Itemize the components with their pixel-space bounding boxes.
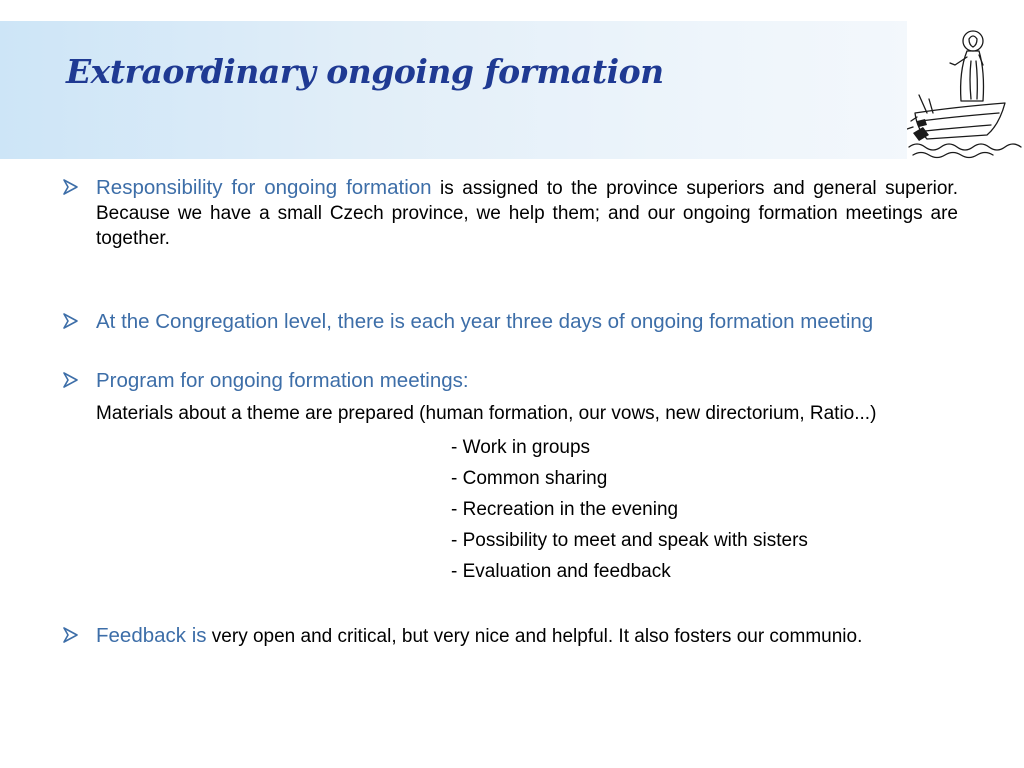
bullet-highlight: Feedback is: [96, 624, 207, 647]
arrow-bullet-icon: [60, 370, 80, 390]
bullet-body: very open and critical, but very nice and helpful. It also fosters our communio.: [206, 626, 863, 647]
bullet-responsibility: [60, 175, 958, 251]
list-item: - Common sharing: [451, 468, 608, 489]
figure-on-boat-icon: [907, 21, 1024, 159]
bullet-text: [96, 623, 958, 649]
arrow-bullet-icon: [60, 311, 80, 331]
bullet-text: [96, 175, 958, 251]
bullet-text: [96, 368, 958, 394]
list-item: - Possibility to meet and speak with sisters: [451, 530, 808, 551]
program-list: [451, 432, 958, 587]
bullet-text: [96, 309, 958, 335]
slide-title: Extraordinary ongoing formation: [66, 52, 664, 91]
bullet-program: [60, 368, 958, 587]
bullet-highlight: Program for ongoing formation meetings:: [96, 369, 469, 392]
arrow-bullet-icon: [60, 177, 80, 197]
bullet-congregation: [60, 309, 958, 335]
bullet-body: is assigned to the province superiors and general superior. Because we have a small Czech province, we help them; and our ongoing formation meetings are together.: [96, 178, 958, 249]
bullet-highlight: Responsibility for ongoing formation: [96, 176, 432, 199]
bullet-highlight: At the Congregation level, there is each year three days of ongoing formation meeting: [96, 310, 874, 333]
bullet-feedback: [60, 623, 958, 649]
content-area: [60, 175, 958, 649]
program-detail: Materials about a theme are prepared (human formation, our vows, new directorium, Ratio...): [96, 403, 877, 424]
list-item: - Recreation in the evening: [451, 499, 679, 520]
arrow-bullet-icon: [60, 625, 80, 645]
list-item: - Evaluation and feedback: [451, 561, 671, 582]
list-item: - Work in groups: [451, 437, 591, 458]
